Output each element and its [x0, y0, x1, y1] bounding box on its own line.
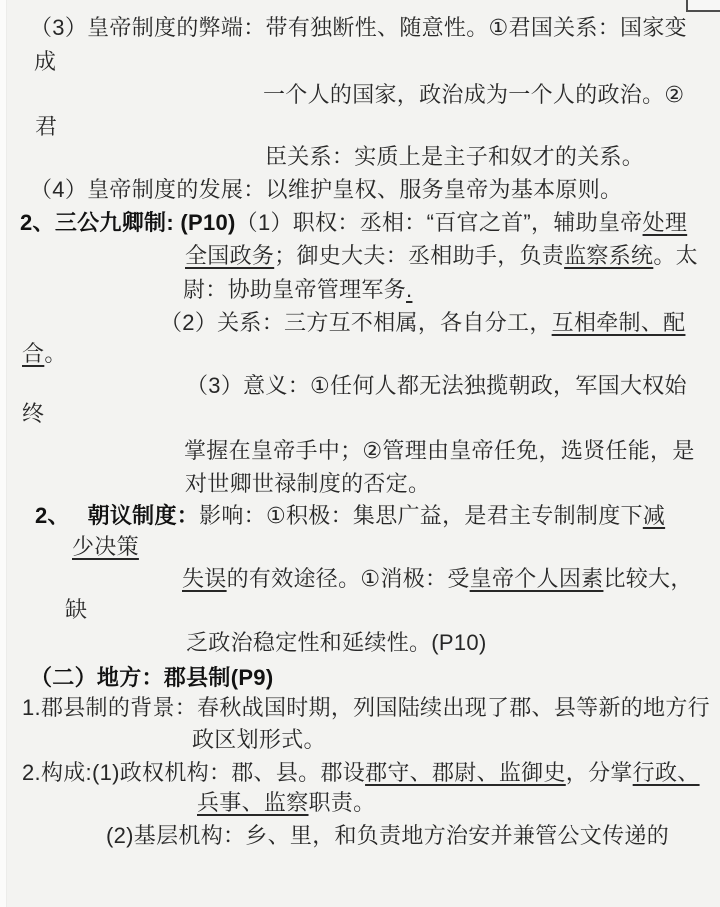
text-segment: （二）地方：郡县制(P9): [30, 665, 274, 690]
text-line-13: [22, 400, 44, 428]
text-segment: 合: [22, 341, 45, 366]
text-segment: 监察系统: [564, 243, 654, 268]
text-segment: （1）职权：丞相：“百官之首”，辅助皇帝: [235, 210, 643, 235]
text-line-2: [34, 48, 56, 76]
text-line-26: [106, 822, 669, 850]
text-line-24: [22, 759, 700, 787]
text-segment: ，分掌: [565, 760, 633, 785]
text-segment: (2)基层机构：乡、里，和负责地方治安并兼管公文传递的: [106, 823, 669, 848]
text-line-18: [182, 565, 693, 593]
text-segment: 皇帝个人因素: [469, 566, 604, 591]
page-left-edge: [0, 0, 7, 907]
text-line-16: [35, 502, 665, 530]
corner-box-outline: [686, 0, 720, 12]
text-line-21: [30, 664, 273, 692]
text-segment: 尉：协助皇帝管理军务: [183, 277, 407, 302]
text-segment: 职责。: [308, 790, 376, 815]
text-segment: 的有效途径。①消极：受: [226, 566, 470, 591]
text-line-22: [22, 694, 710, 722]
text-line-17: [72, 533, 139, 561]
text-line-14: [184, 437, 695, 465]
text-segment: 少决策: [72, 534, 139, 559]
text-segment: 。太: [653, 243, 698, 268]
text-segment: 对世卿世禄制度的否定。: [185, 471, 431, 496]
text-line-8: [185, 242, 698, 270]
text-segment: 成: [34, 49, 57, 74]
text-segment: 。: [44, 341, 67, 366]
text-segment: 掌握在皇帝手中；②管理由皇帝任免，选贤任能，是: [184, 438, 695, 463]
text-segment: 乏政治稳定性和延续性。(P10): [186, 630, 487, 655]
text-line-20: [186, 629, 487, 657]
text-segment: 政区划形式。: [192, 727, 326, 752]
text-segment: 朝议制度：: [87, 503, 200, 528]
text-segment: 互相牵制、配: [551, 310, 686, 335]
text-segment: 兵事、监察: [197, 790, 309, 815]
text-line-5: [265, 143, 644, 171]
text-line-12: [186, 372, 687, 400]
text-segment: 臣关系：实质上是主子和奴才的关系。: [265, 144, 645, 169]
text-line-6: [30, 176, 622, 204]
text-segment: 缺: [65, 597, 88, 622]
text-segment: .: [406, 277, 413, 302]
text-segment: 影响：①积极：集思广益，是君主专制制度下: [199, 503, 643, 528]
text-line-23: [192, 726, 326, 754]
text-segment: 减: [642, 503, 666, 528]
text-line-1: [30, 14, 687, 42]
text-line-3: [263, 81, 684, 109]
text-line-4: [35, 113, 57, 141]
text-line-11: [22, 340, 67, 368]
text-segment: 2.构成:(1)政权机构：郡、县。郡设: [22, 760, 366, 785]
text-segment: [59, 503, 88, 528]
text-segment: 郡守、郡尉、监御史: [365, 760, 566, 785]
text-segment: 2、: [35, 503, 59, 528]
text-segment: （4）皇帝制度的发展：以维护皇权、服务皇帝为基本原则。: [30, 177, 623, 202]
text-segment: （3）意义：①任何人都无法独揽朝政，军国大权始: [186, 373, 687, 398]
text-segment: （3）皇帝制度的弊端：带有独断性、随意性。①君国关系：国家变: [30, 15, 687, 40]
text-segment: 行政、: [632, 760, 700, 785]
text-segment: 全国政务: [185, 243, 275, 268]
text-line-10: [160, 309, 685, 337]
text-segment: 处理: [642, 210, 688, 235]
text-segment: 2、三公九卿制: (P10): [20, 210, 236, 235]
text-line-25: [197, 789, 375, 817]
text-segment: 一个人的国家，政治成为一个人的政治。②: [263, 82, 685, 107]
text-segment: ；御史大夫：丞相助手，负责: [274, 243, 565, 268]
text-line-9: [183, 276, 412, 304]
text-segment: 1.郡县制的背景：春秋战国时期，列国陆续出现了郡、县等新的地方行: [22, 695, 710, 720]
text-line-7: [20, 209, 687, 237]
text-segment: 比较大，: [603, 566, 693, 591]
text-segment: 君: [35, 114, 58, 139]
text-line-19: [65, 596, 87, 624]
text-segment: 终: [22, 401, 45, 426]
text-line-15: [185, 470, 430, 498]
text-segment: （2）关系：三方互不相属，各自分工，: [160, 310, 552, 335]
text-segment: 失误: [182, 566, 227, 591]
